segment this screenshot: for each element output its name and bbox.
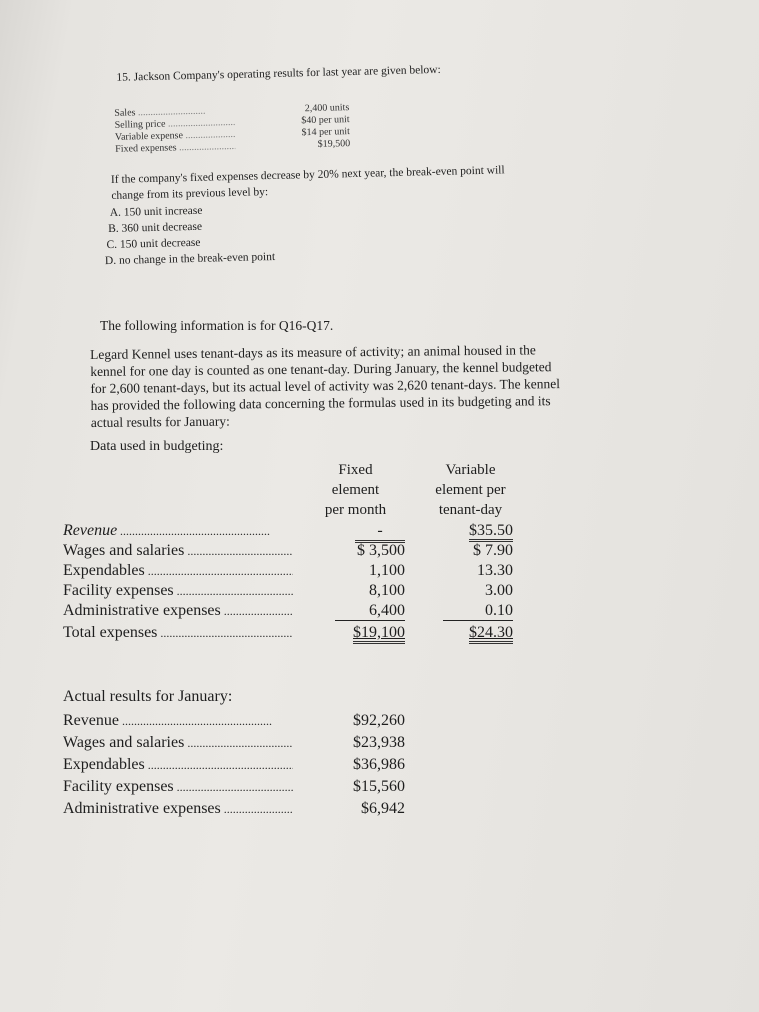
table-row: Facility expenses ..... 8,100 3.00 bbox=[63, 582, 523, 602]
table-row-total: Total expenses ..... $19,100 $24.30 bbox=[63, 624, 523, 644]
question-text: If the company's fixed expenses decrease by 20% next year, the break-even point will bbox=[110, 164, 505, 186]
paragraph-line: for 2,600 tenant-days, but its actual level of activity was 2,620 tenant-days. The kennel bbox=[90, 376, 560, 396]
question-15-title: 15. Jackson Company's operating results for last year are given below: bbox=[116, 63, 441, 84]
budget-label: Data used in budgeting: bbox=[90, 439, 224, 454]
table-row: Wages and salaries ..... $ 3,500 $ 7.90 bbox=[63, 542, 523, 562]
table-row: Wages and salaries ..... $23,938 bbox=[63, 734, 523, 754]
fixed-header bbox=[303, 460, 408, 520]
header-line: per month bbox=[324, 502, 387, 518]
question-15 bbox=[104, 44, 668, 268]
q16-intro: The following information is for Q16-Q17. bbox=[100, 318, 334, 333]
given-row: Variable expense ..... $14 per unit bbox=[115, 126, 350, 132]
table-row: Revenue ..... - $35.50 bbox=[63, 522, 523, 542]
paragraph-line: kennel for one day is counted as one tenant-day. During January, the kennel budgeted bbox=[90, 359, 552, 379]
header-line: Fixed bbox=[338, 462, 373, 478]
question-text: change from its previous level by: bbox=[111, 186, 269, 202]
option-c: C. 150 unit decrease bbox=[106, 236, 201, 252]
table-row: Expendables ..... $36,986 bbox=[63, 756, 523, 776]
paragraph-line: Legard Kennel uses tenant-days as its measure of activity; an animal housed in the bbox=[90, 342, 536, 362]
actual-label: Actual results for January: bbox=[63, 688, 233, 705]
variable-header bbox=[418, 460, 523, 520]
q16-paragraph bbox=[90, 340, 681, 431]
table-row: Expendables ..... 1,100 13.30 bbox=[63, 562, 523, 582]
given-row: Fixed expenses ..... $19,500 bbox=[115, 138, 350, 144]
header-line: element bbox=[331, 482, 380, 498]
table-row: Administrative expenses ..... 6,400 0.10 bbox=[63, 602, 523, 622]
header-line: element per bbox=[435, 482, 506, 498]
table-row: Administrative expenses ..... $6,942 bbox=[63, 800, 523, 820]
header-line: Variable bbox=[445, 462, 496, 478]
table-row: Revenue ..... $92,260 bbox=[63, 712, 523, 732]
given-row: Selling price ..... $40 per unit bbox=[115, 114, 350, 120]
paragraph-line: has provided the following data concerning the formulas used in its budgeting and its bbox=[90, 393, 551, 413]
option-a: A. 150 unit increase bbox=[109, 204, 203, 220]
option-b: B. 360 unit decrease bbox=[108, 220, 203, 236]
header-line: tenant-day bbox=[438, 502, 503, 518]
paragraph-line: actual results for January: bbox=[90, 413, 230, 430]
table-row: Facility expenses ..... $15,560 bbox=[63, 778, 523, 798]
option-d: D. no change in the break-even point bbox=[104, 250, 276, 268]
given-row: Sales ..... 2,400 units bbox=[114, 102, 349, 108]
